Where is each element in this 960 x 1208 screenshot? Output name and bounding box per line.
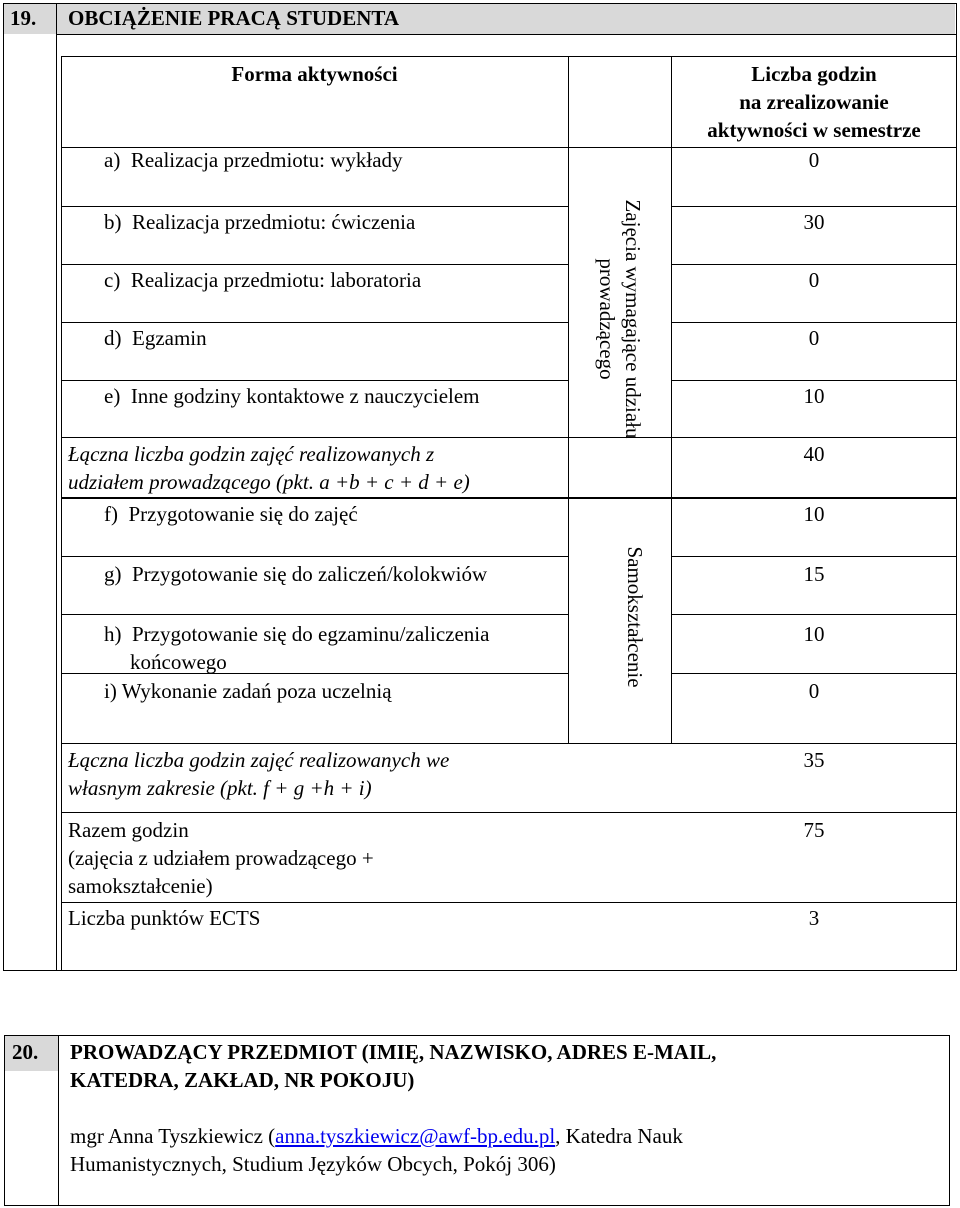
- row-h-value: 10: [803, 622, 825, 646]
- hours-header-line1: Liczba godzin: [751, 62, 877, 86]
- contact-total-line2: udziałem prowadzącego (pkt. a +b + c + d + e): [68, 470, 470, 494]
- instructor-line2: Humanistycznych, Studium Języków Obcych, Pokój 306): [70, 1152, 556, 1176]
- self-total-line2: własnym zakresie (pkt. f + g +h + i): [68, 776, 372, 800]
- grand-total-line3: samokształcenie): [68, 874, 213, 898]
- row-c-label: c) Realizacja przedmiotu: laboratoria: [104, 268, 422, 292]
- row-g-value: 15: [803, 562, 825, 586]
- ects-label: Liczba punktów ECTS: [68, 906, 261, 930]
- section-20-number: 20.: [12, 1040, 39, 1064]
- ects-value: 3: [808, 906, 820, 930]
- row-c-value: 0: [808, 268, 820, 292]
- row-f-value: 10: [803, 502, 825, 526]
- row-h-label-cont: końcowego: [130, 650, 227, 674]
- self-total-value: 35: [803, 748, 825, 772]
- section-20-title-line2: KATEDRA, ZAKŁAD, NR POKOJU): [70, 1068, 415, 1092]
- section-19-number: 19.: [10, 6, 37, 30]
- row-b-label: b) Realizacja przedmiotu: ćwiczenia: [104, 210, 416, 234]
- group-label-contact-line2: prowadzącego: [595, 258, 619, 380]
- self-total-line1: Łączna liczba godzin zajęć realizowanych we: [68, 748, 450, 772]
- grand-total-line2: (zajęcia z udziałem prowadzącego +: [68, 846, 374, 870]
- activity-form-header: Forma aktywności: [231, 62, 398, 86]
- group-label-self: Samokształcenie: [623, 546, 647, 688]
- row-i-label: i) Wykonanie zadań poza uczelnią: [104, 679, 392, 703]
- instructor-name: mgr Anna Tyszkiewicz (: [70, 1124, 276, 1148]
- hours-header-line2: na zrealizowanie: [739, 90, 889, 114]
- section-20-title-line1: PROWADZĄCY PRZEDMIOT (IMIĘ, NAZWISKO, ADRES E-MAIL,: [70, 1040, 717, 1064]
- row-g-label: g) Przygotowanie się do zaliczeń/kolokwiów: [104, 562, 488, 586]
- row-i-value: 0: [808, 679, 820, 703]
- contact-total-line1: Łączna liczba godzin zajęć realizowanych z: [68, 442, 435, 466]
- group-label-contact: [594, 169, 646, 469]
- row-e-label: e) Inne godziny kontaktowe z nauczycielem: [104, 384, 480, 408]
- contact-total-value: 40: [803, 442, 825, 466]
- row-f-label: f) Przygotowanie się do zajęć: [104, 502, 358, 526]
- hours-header-line3: aktywności w semestrze: [707, 118, 921, 142]
- grand-total-line1: Razem godzin: [68, 818, 189, 842]
- row-b-value: 30: [803, 210, 825, 234]
- row-e-value: 10: [803, 384, 825, 408]
- row-h-label: h) Przygotowanie się do egzaminu/zaliczenia: [104, 622, 490, 646]
- instructor-dept: , Katedra Nauk: [555, 1124, 683, 1148]
- instructor-line1: [70, 1122, 683, 1150]
- instructor-email-link[interactable]: anna.tyszkiewicz@awf-bp.edu.pl: [275, 1124, 556, 1148]
- group-label-contact-line1: Zajęcia wymagające udziału: [621, 199, 645, 439]
- row-d-label: d) Egzamin: [104, 326, 207, 350]
- row-d-value: 0: [808, 326, 820, 350]
- row-a-label: a) Realizacja przedmiotu: wykłady: [104, 148, 403, 172]
- grand-total-value: 75: [803, 818, 825, 842]
- section-19-title: OBCIĄŻENIE PRACĄ STUDENTA: [68, 6, 399, 30]
- row-a-value: 0: [808, 148, 820, 172]
